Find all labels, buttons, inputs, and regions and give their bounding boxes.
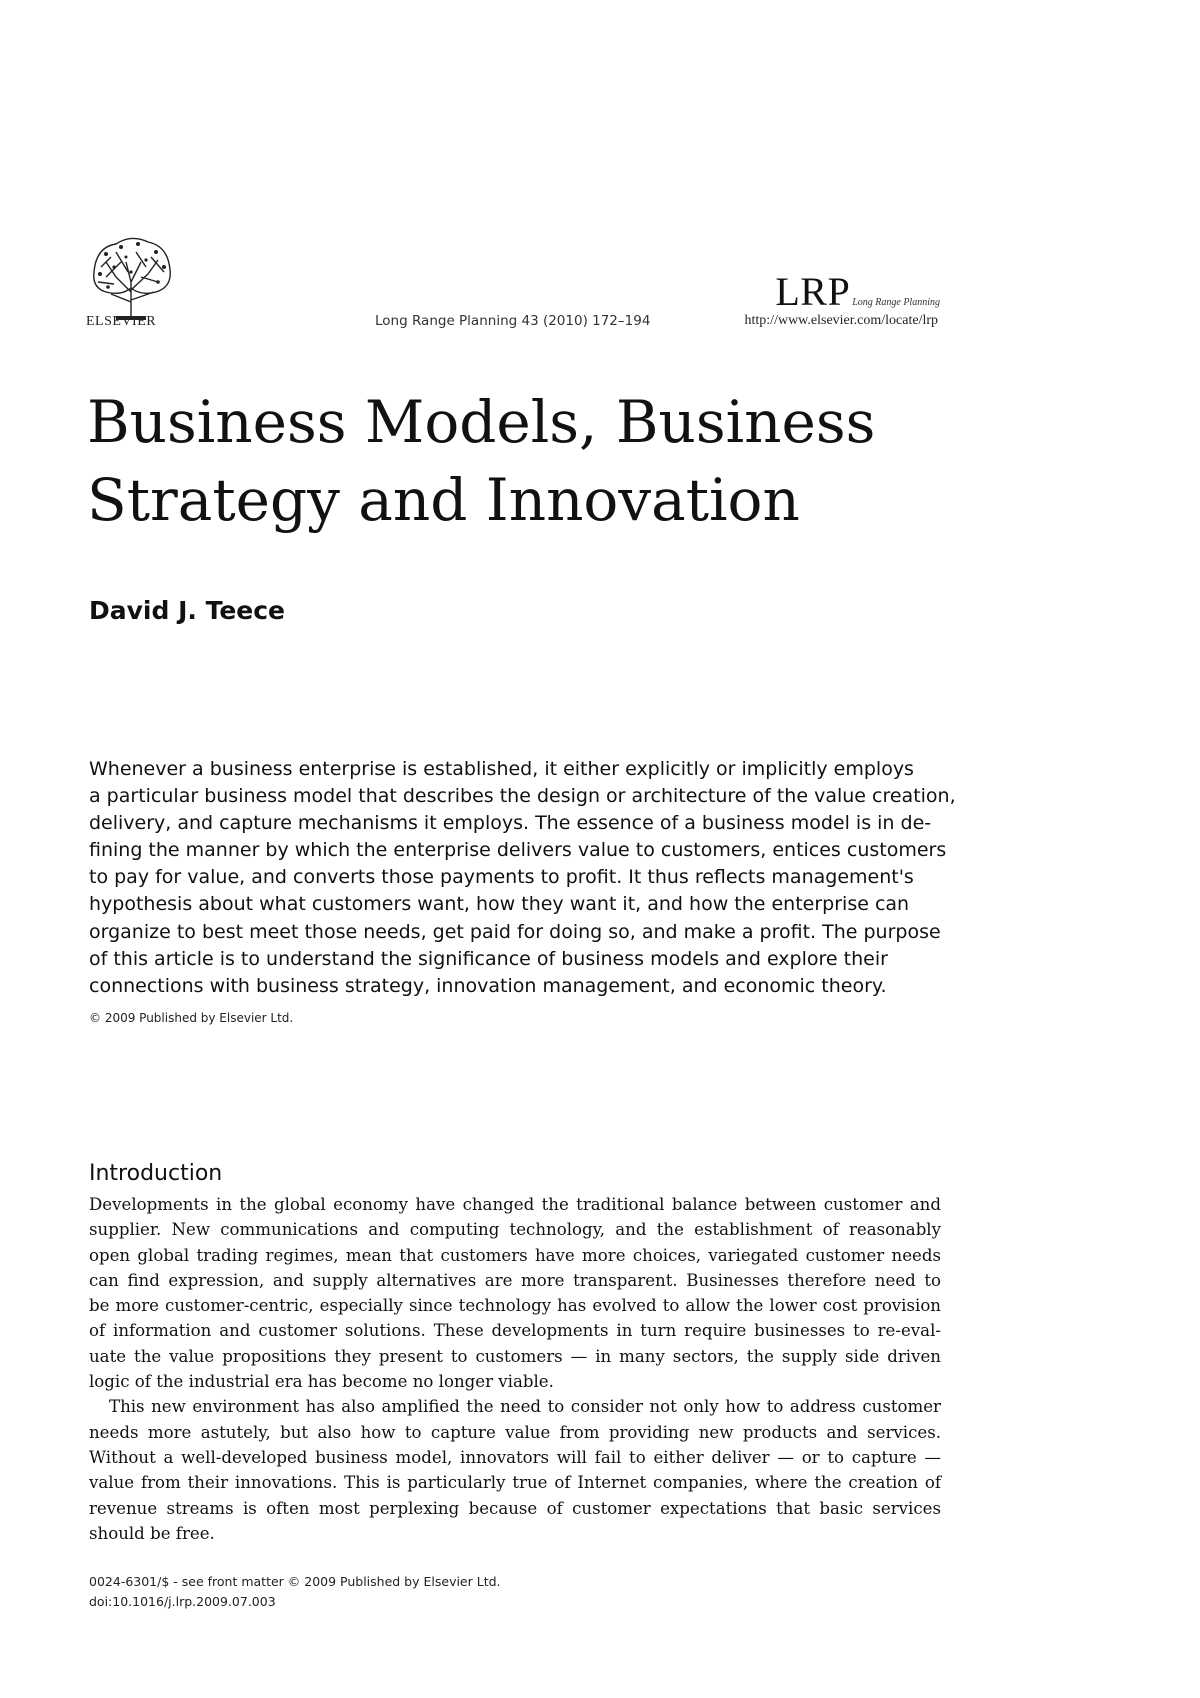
body-line: be more customer-centric, especially since technology has evolved to allow the lower cost provision — [89, 1296, 941, 1316]
journal-url-link[interactable]: http://www.elsevier.com/locate/lrp — [744, 313, 938, 328]
body-line: should be free. — [89, 1523, 215, 1543]
abstract-line: connections with business strategy, innovation management, and economic theory. — [89, 974, 887, 997]
section-heading-introduction: Introduction — [89, 1161, 223, 1186]
body-line: revenue streams is often most perplexing because of customer expectations that basic services — [89, 1498, 941, 1518]
author-name: David J. Teece — [89, 596, 286, 625]
body-line: Developments in the global economy have changed the traditional balance between customer and — [89, 1195, 941, 1214]
elsevier-tree-logo — [86, 232, 176, 324]
article-title — [87, 383, 987, 539]
abstract — [89, 756, 956, 1000]
abstract-line: Whenever a business enterprise is established, it either explicitly or implicitly employs — [89, 758, 914, 780]
page-footer — [89, 1572, 501, 1612]
title-line-1: Business Models, Business — [87, 388, 876, 456]
journal-logo — [770, 268, 940, 315]
journal-logo-subtitle: Long Range Planning — [852, 297, 940, 308]
footer-issn: 0024-6301/$ - see front matter © 2009 Published by Elsevier Ltd. — [89, 1574, 501, 1589]
abstract-line: to pay for value, and converts those payments to profit. It thus reflects management's — [89, 866, 914, 889]
body-line: Without a well-developed business model, innovators will fail to either deliver — or to capture — — [89, 1447, 941, 1467]
body-line: of information and customer solutions. These developments in turn require businesses to re-eval- — [89, 1321, 941, 1341]
abstract-line: hypothesis about what customers want, how they want it, and how the enterprise can — [89, 893, 910, 916]
body-line: uate the value propositions they present to customers — in many sectors, the supply side driven — [89, 1346, 941, 1366]
journal-logo-mark: LRP — [775, 269, 851, 314]
body-line: value from their innovations. This is particularly true of Internet companies, where the creation of — [89, 1473, 941, 1493]
abstract-line: delivery, and capture mechanisms it employs. The essence of a business model is in de- — [89, 812, 932, 835]
publisher-name: ELSEVIER — [86, 314, 157, 329]
body-line: supplier. New communications and computing technology, and the establishment of reasonably — [89, 1220, 941, 1240]
body-line: logic of the industrial era has become no longer viable. — [89, 1372, 554, 1392]
abstract-line: fining the manner by which the enterprise delivers value to customers, entices customers — [89, 839, 947, 862]
abstract-line: of this article is to understand the significance of business models and explore their — [89, 947, 888, 970]
abstract-line: a particular business model that describes the design or architecture of the value creation, — [89, 785, 956, 808]
introduction-body — [89, 1192, 941, 1546]
title-line-2: Strategy and Innovation — [87, 466, 800, 534]
body-line: open global trading regimes, mean that customers have more choices, variegated customer needs — [89, 1245, 941, 1265]
abstract-copyright: © 2009 Published by Elsevier Ltd. — [89, 1011, 294, 1025]
journal-citation: Long Range Planning 43 (2010) 172–194 — [375, 313, 651, 329]
footer-doi[interactable]: doi:10.1016/j.lrp.2009.07.003 — [89, 1594, 276, 1609]
body-line: This new environment has also amplified the need to consider not only how to address customer — [109, 1397, 941, 1417]
abstract-line: organize to best meet those needs, get paid for doing so, and make a profit. The purpose — [89, 920, 941, 943]
body-line: can find expression, and supply alternatives are more transparent. Businesses therefore need to — [89, 1270, 941, 1290]
body-line: needs more astutely, but also how to capture value from providing new products and services. — [89, 1422, 941, 1442]
